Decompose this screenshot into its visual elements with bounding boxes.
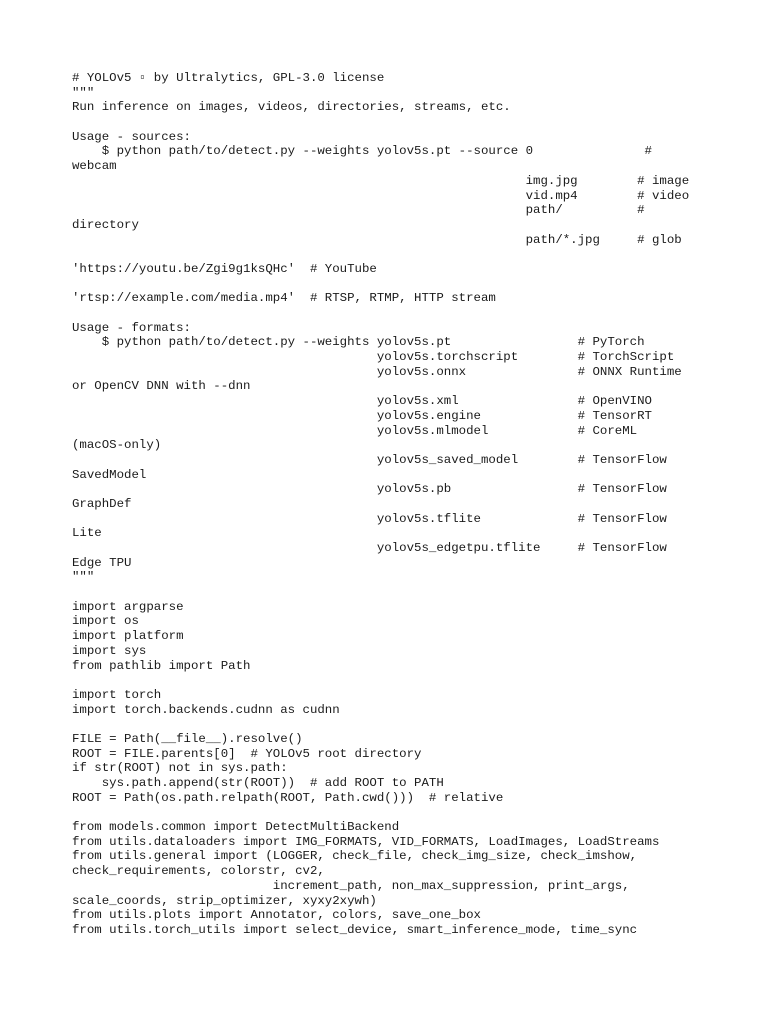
code-line: 'rtsp://example.com/media.mp4' # RTSP, RTMP, HTTP stream: [72, 291, 496, 306]
code-line: or OpenCV DNN with --dnn: [72, 379, 251, 394]
code-line: scale_coords, strip_optimizer, xyxy2xywh): [72, 893, 377, 908]
code-line: import platform: [72, 629, 184, 644]
code-line: (macOS-only): [72, 438, 162, 453]
code-line: from models.common import DetectMultiBackend: [72, 820, 400, 835]
code-line: if str(ROOT) not in sys.path:: [72, 761, 288, 776]
code-line: ROOT = Path(os.path.relpath(ROOT, Path.cwd())) # relative: [72, 790, 504, 805]
code-line: import sys: [72, 643, 147, 658]
code-line: FILE = Path(__file__).resolve(): [72, 731, 303, 746]
code-line: Run inference on images, videos, directories, streams, etc.: [72, 100, 511, 115]
code-line: Usage - formats:: [72, 320, 191, 335]
code-line: [72, 805, 752, 820]
code-line: [72, 277, 752, 292]
code-line: yolov5s_edgetpu.tflite # TensorFlow: [72, 541, 667, 555]
code-line: ROOT = FILE.parents[0] # YOLOv5 root directory: [72, 746, 422, 761]
code-line: import torch.backends.cudnn as cudnn: [72, 702, 340, 717]
code-line: """: [72, 570, 95, 585]
code-line: import os: [72, 614, 139, 629]
code-line: yolov5s.onnx # ONNX Runtime: [72, 364, 682, 379]
code-line: from utils.plots import Annotator, colors, save_one_box: [72, 908, 481, 923]
code-line: SavedModel: [72, 467, 147, 482]
code-line: yolov5s_saved_model # TensorFlow: [72, 452, 667, 467]
code-line: vid.mp4 # video: [72, 188, 690, 203]
code-line: check_requirements, colorstr, cv2,: [72, 864, 325, 879]
code-line: yolov5s.mlmodel # CoreML: [72, 423, 638, 438]
code-line: img.jpg # image: [72, 173, 690, 188]
code-line: yolov5s.tflite # TensorFlow: [72, 511, 667, 526]
code-line: path/*.jpg # glob: [72, 232, 682, 247]
code-line: path/ #: [72, 203, 645, 218]
code-line: [72, 585, 752, 600]
code-line: # YOLOv5 ▫ by Ultralytics, GPL-3.0 license: [72, 71, 385, 85]
code-line: """: [72, 85, 95, 100]
code-line: $ python path/to/detect.py --weights yolov5s.pt --source 0 #: [72, 144, 652, 159]
code-line: from pathlib import Path: [72, 658, 251, 673]
code-line: yolov5s.torchscript # TorchScript: [72, 350, 675, 365]
code-block: [72, 71, 752, 938]
code-line: yolov5s.pb # TensorFlow: [72, 482, 667, 497]
code-line: from utils.general import (LOGGER, check_file, check_img_size, check_imshow,: [72, 849, 638, 864]
code-line: webcam: [72, 159, 117, 174]
code-line: [72, 115, 752, 130]
code-line: increment_path, non_max_suppression, print_args,: [72, 878, 630, 893]
code-line: Lite: [72, 526, 102, 541]
code-line: directory: [72, 217, 139, 232]
code-line: import torch: [72, 687, 162, 702]
code-line: import argparse: [72, 599, 184, 614]
code-line: [72, 306, 752, 321]
code-line: yolov5s.xml # OpenVINO: [72, 394, 652, 409]
code-line: yolov5s.engine # TensorRT: [72, 408, 652, 423]
code-line: Edge TPU: [72, 555, 132, 570]
code-line: from utils.dataloaders import IMG_FORMATS, VID_FORMATS, LoadImages, LoadStreams: [72, 834, 660, 849]
code-line: [72, 673, 752, 688]
code-line: 'https://youtu.be/Zgi9g1ksQHc' # YouTube: [72, 261, 377, 276]
code-line: [72, 717, 752, 732]
code-line: $ python path/to/detect.py --weights yolov5s.pt # PyTorch: [72, 335, 645, 350]
code-line: GraphDef: [72, 496, 132, 511]
code-line: [72, 247, 752, 262]
code-line: Usage - sources:: [72, 129, 191, 144]
code-line: from utils.torch_utils import select_device, smart_inference_mode, time_sync: [72, 922, 638, 937]
code-line: sys.path.append(str(ROOT)) # add ROOT to PATH: [72, 776, 444, 790]
